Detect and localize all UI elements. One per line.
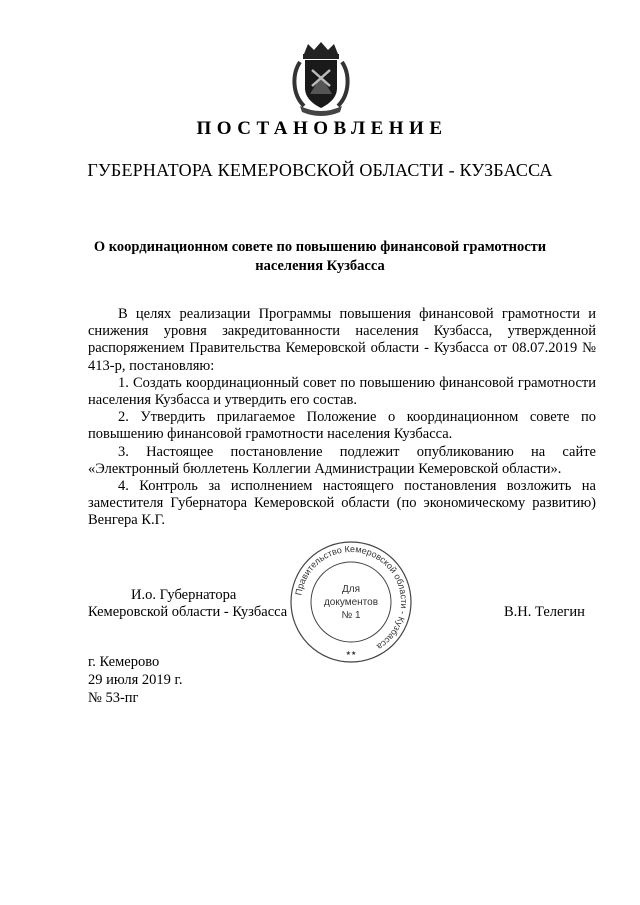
clause-4: 4. Контроль за исполнением настоящего постановления возложить на заместителя Губернатора Кемеровской области (по экономическому развитию) Венгера К.Г. [88,478,596,529]
clause-2: 2. Утвердить прилагаемое Положение о координационном совете по повышению финансовой грамотности населения Кузбасса. [88,409,596,443]
clause-1: 1. Создать координационный совет по повышению финансовой грамотности населения Кузбасса и утвердить его состав. [88,374,596,409]
signatory-title: И.о. Губернатора [131,587,237,603]
stamp-inner-line-1: Для [341,584,361,595]
subject-line-1: О координационном совете по повышению финансовой грамотности [93,239,547,255]
signatory-organization: Кемеровской области - Кузбасса [88,604,288,620]
clause-3: 3. Настоящее постановление подлежит опубликованию на сайте «Электронный бюллетень Коллегии Администрации Кемеровской области». [88,443,596,477]
issuer-heading: ГУБЕРНАТОРА КЕМЕРОВСКОЙ ОБЛАСТИ - КУЗБАССА [87,160,553,180]
document-body [88,306,596,530]
stamp-inner-line-3: № 1 [341,610,361,621]
stamp-inner-line-2: документов [323,597,379,608]
document-footer [88,653,182,707]
document-type-heading: ПОСТАНОВЛЕНИЕ [196,118,448,139]
stamp-stars: ★★ [345,651,357,657]
document-number: № 53-пг [88,690,139,706]
coat-of-arms-icon [290,40,352,116]
intro-paragraph: В целях реализации Программы повышения финансовой грамотности и снижения уровня закредитованности населения Кузбасса, утвержденной распоряжением Правительства Кемеровской области - Кузбасса от 08.07.2019 № 413-р, постановляю: [88,306,596,374]
signatory-name: В.Н. Телегин [504,604,585,620]
subject-line-2: населения Кузбасса [255,258,385,274]
stamp-ring-text: Правительство Кемеровской области - Кузбасса [293,543,410,652]
issue-city: г. Кемерово [88,654,160,670]
document-subject [60,238,580,276]
official-stamp [288,540,414,664]
issue-date: 29 июля 2019 г. [88,672,183,688]
